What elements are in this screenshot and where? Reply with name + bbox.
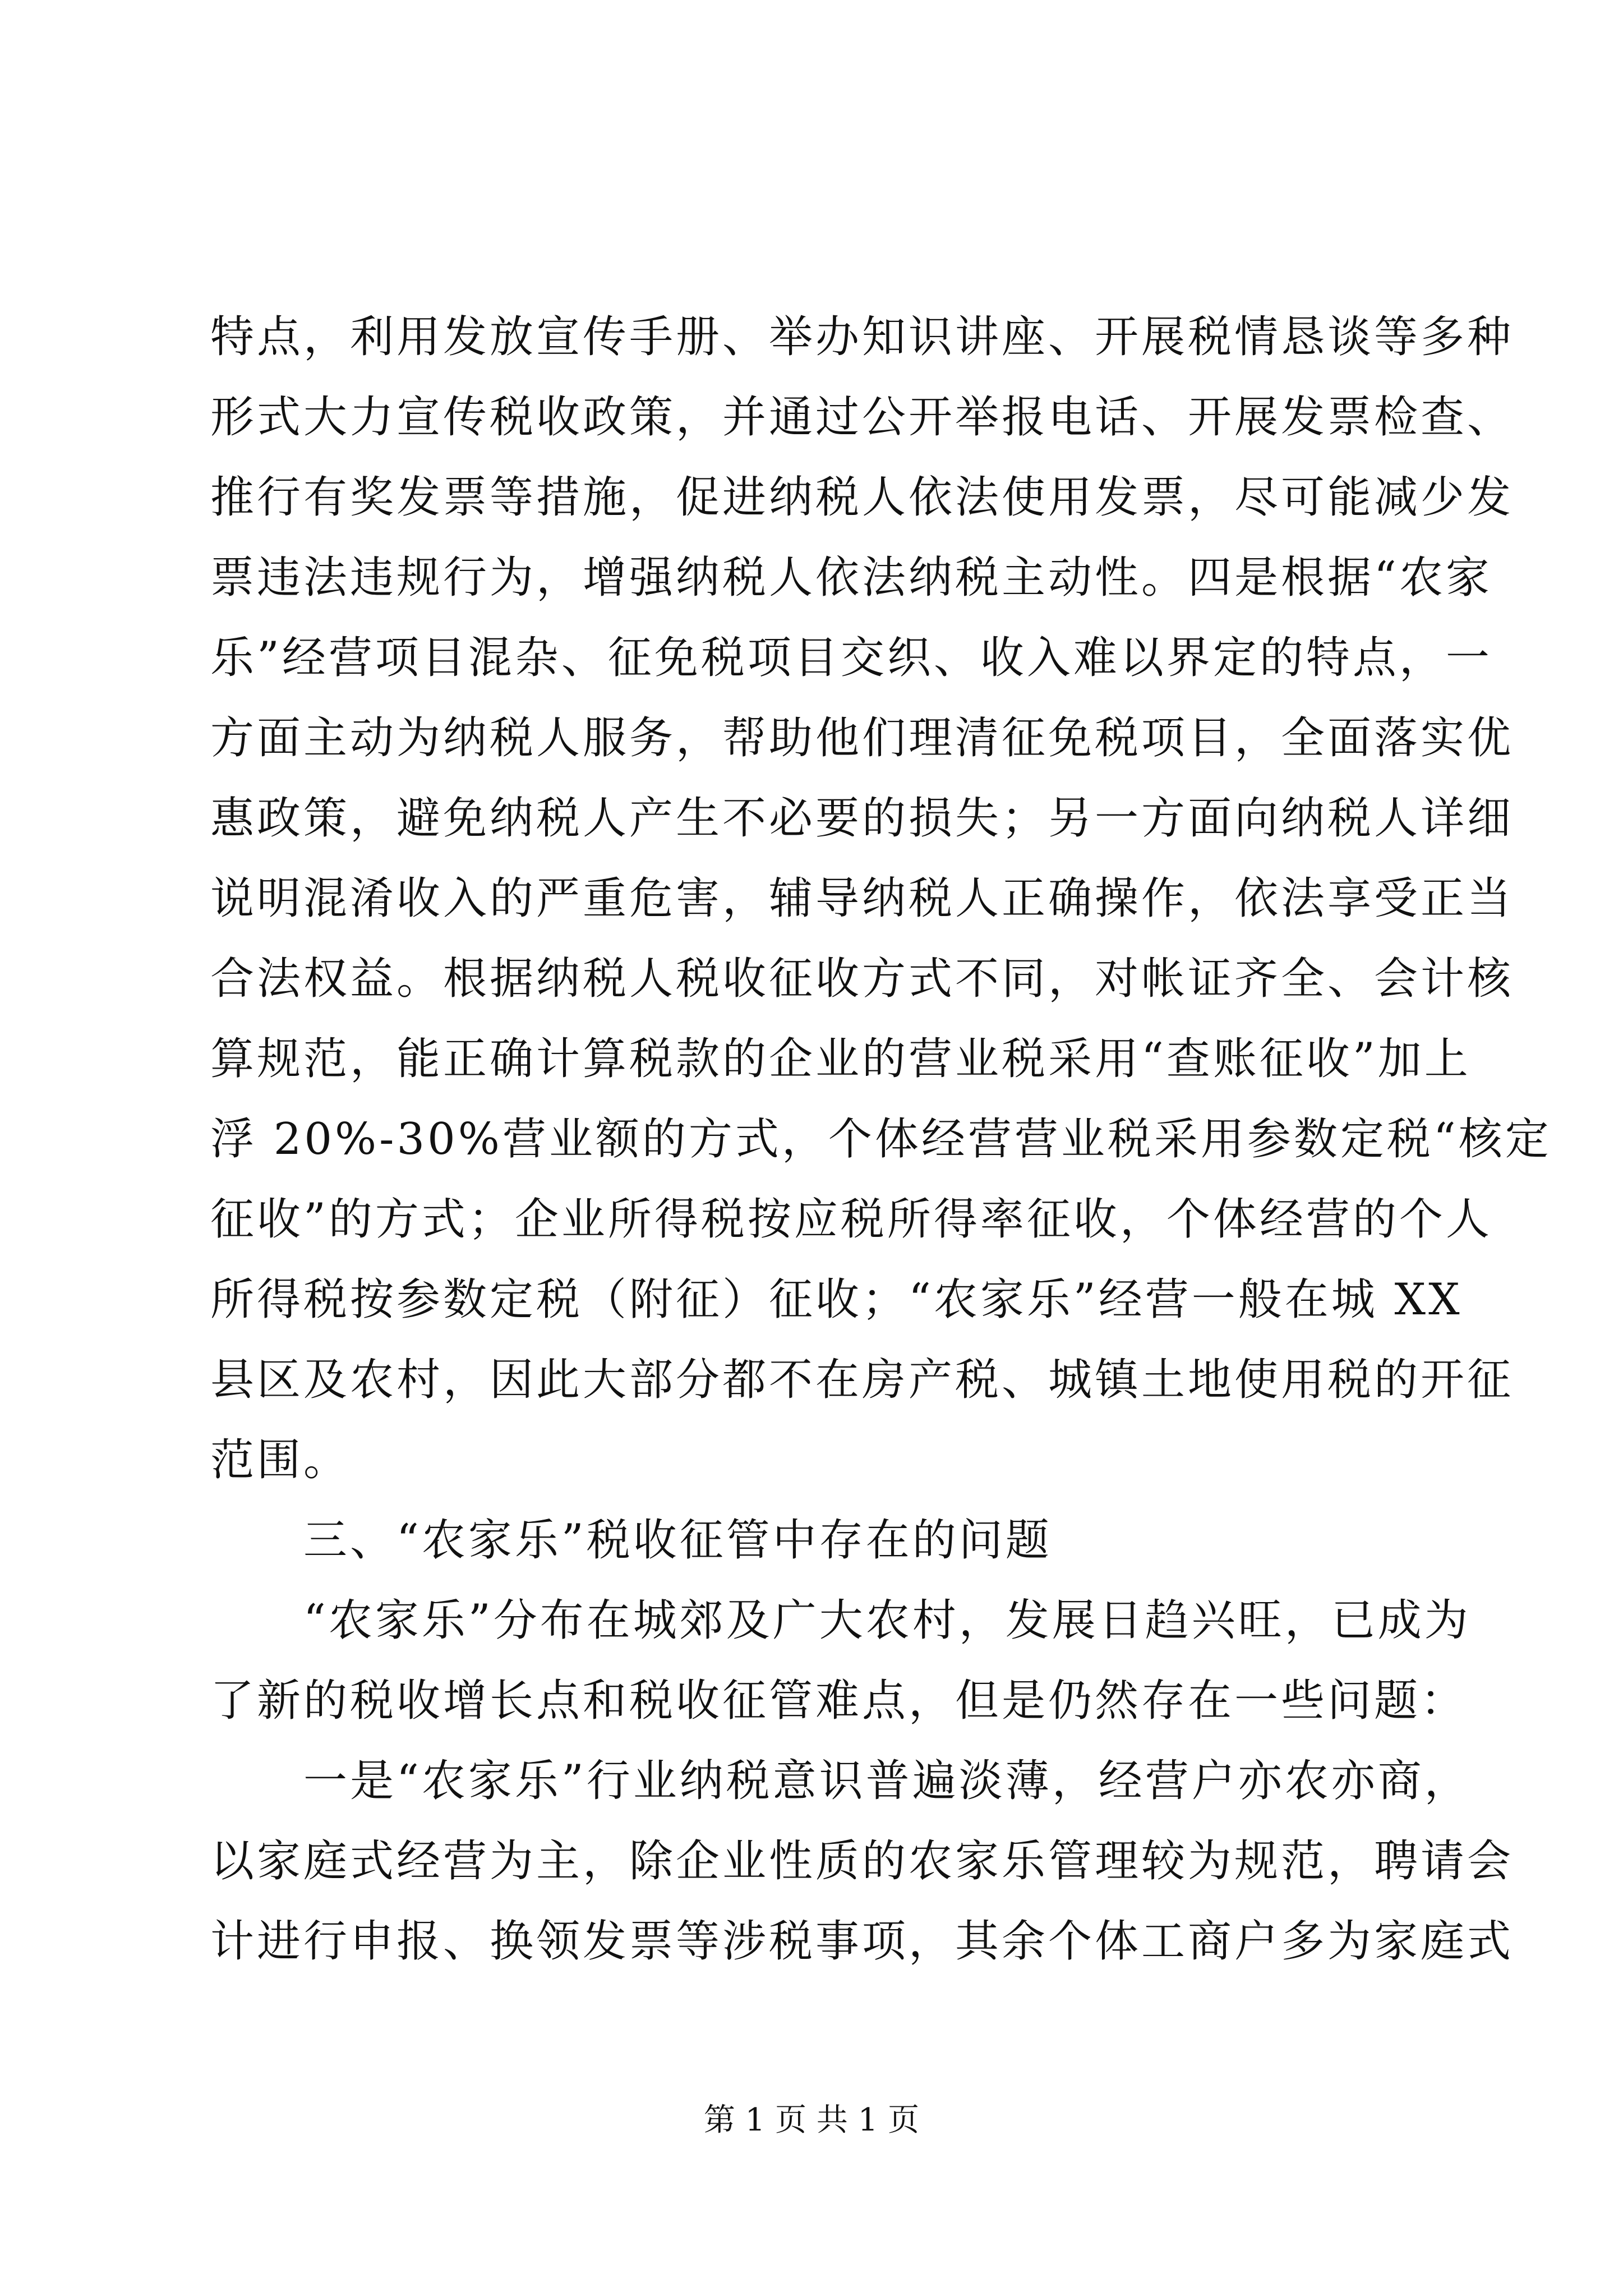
text-line: 所得税按参数定税（附征）征收；“农家乐”经营一般在城 XX [210,1274,1463,1325]
text-line: “农家乐”分布在城郊及广大农村，发展日趋兴旺，已成为 [210,1595,1471,1646]
text-line: 乐”经营项目混杂、征免税项目交织、收入难以界定的特点，一 [210,633,1492,683]
text-line: 征收”的方式；企业所得税按应税所得率征收，个体经营的个人 [210,1194,1492,1245]
text-line: 计进行申报、换领发票等涉税事项，其余个体工商户多为家庭式 [210,1916,1514,1967]
text-line: 说明混淆收入的严重危害，辅导纳税人正确操作，依法享受正当 [210,873,1514,924]
body-text [210,297,1552,1982]
text-line: 推行有奖发票等措施，促进纳税人依法使用发票，尽可能减少发 [210,472,1514,523]
text-line: 以家庭式经营为主，除企业性质的农家乐管理较为规范，聘请会 [210,1836,1514,1887]
text-line: 了新的税收增长点和税收征管难点，但是仍然存在一些问题： [210,1676,1468,1726]
text-line: 县区及农村，因此大部分都不在房产税、城镇土地使用税的开征 [210,1355,1514,1405]
page-footer: 第 1 页 共 1 页 [703,2102,920,2138]
text-line: 范围。 [210,1435,351,1485]
text-line: 票违法违规行为，增强纳税人依法纳税主动性。四是根据“农家 [210,553,1492,603]
text-line: 特点，利用发放宣传手册、举办知识讲座、开展税情恳谈等多种 [210,312,1514,362]
text-line: 算规范，能正确计算税款的企业的营业税采用“查账征收”加上 [210,1034,1471,1084]
text-line: 惠政策，避免纳税人产生不必要的损失；另一方面向纳税人详细 [210,793,1514,844]
text-line: 形式大力宣传税收政策，并通过公开举报电话、开展发票检查、 [210,392,1514,443]
text-line: 浮 20%-30%营业额的方式，个体经营营业税采用参数定税“核定 [210,1114,1552,1165]
text-line: 方面主动为纳税人服务，帮助他们理清征免税项目，全面落实优 [210,713,1514,763]
section-heading: 三、“农家乐”税收征管中存在的问题 [210,1515,1052,1566]
text-line: 合法权益。根据纳税人税收征收方式不同，对帐证齐全、会计核 [210,954,1514,1004]
text-line: 一是“农家乐”行业纳税意识普遍淡薄，经营户亦农亦商， [210,1756,1471,1806]
